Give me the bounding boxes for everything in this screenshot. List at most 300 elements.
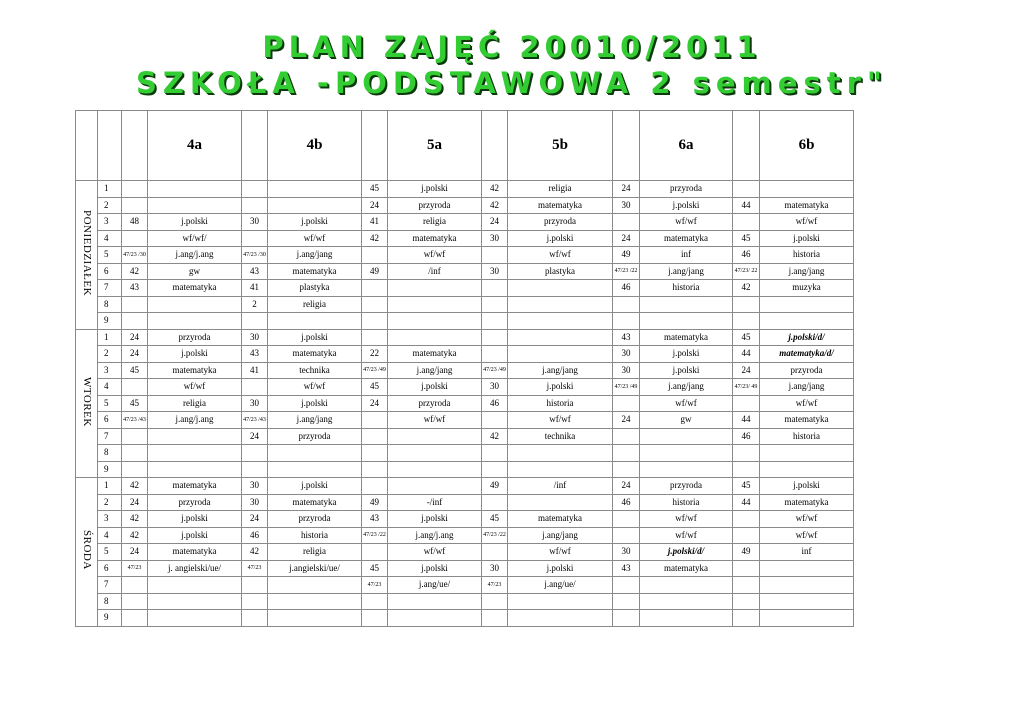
room-cell bbox=[122, 577, 148, 594]
subject-cell bbox=[760, 181, 854, 198]
room-cell: 44 bbox=[733, 494, 760, 511]
room-cell: 43 bbox=[362, 511, 388, 528]
room-cell bbox=[733, 395, 760, 412]
room-cell bbox=[482, 544, 508, 561]
room-cell bbox=[482, 296, 508, 313]
table-row bbox=[76, 428, 854, 445]
subject-cell bbox=[640, 445, 733, 462]
lesson-number: 2 bbox=[98, 346, 122, 363]
subject-cell: -/inf bbox=[388, 494, 482, 511]
table-row bbox=[76, 461, 854, 478]
room-cell: 30 bbox=[482, 379, 508, 396]
subject-cell: j. angielski/ue/ bbox=[148, 560, 242, 577]
room-cell bbox=[733, 461, 760, 478]
lesson-number: 5 bbox=[98, 544, 122, 561]
subject-cell: przyroda bbox=[760, 362, 854, 379]
subject-cell: historia bbox=[640, 494, 733, 511]
lesson-number: 8 bbox=[98, 593, 122, 610]
lesson-number: 2 bbox=[98, 197, 122, 214]
room-cell bbox=[122, 197, 148, 214]
lesson-number: 7 bbox=[98, 428, 122, 445]
room-cell: 30 bbox=[482, 263, 508, 280]
subject-cell: j.ang/jang bbox=[760, 263, 854, 280]
room-cell: 44 bbox=[733, 412, 760, 429]
subject-cell bbox=[148, 313, 242, 330]
room-cell bbox=[242, 313, 268, 330]
subject-cell: matematyka bbox=[148, 478, 242, 495]
room-cell: 47/23 /49 bbox=[362, 362, 388, 379]
room-cell bbox=[362, 412, 388, 429]
subject-cell: j.ang/jang bbox=[268, 247, 362, 264]
lesson-number: 6 bbox=[98, 263, 122, 280]
room-cell: 42 bbox=[122, 263, 148, 280]
subject-cell: wf/wf bbox=[388, 247, 482, 264]
table-row bbox=[76, 230, 854, 247]
subject-cell bbox=[760, 313, 854, 330]
subject-cell: matematyka bbox=[268, 346, 362, 363]
table-row bbox=[76, 494, 854, 511]
subject-cell: religia bbox=[148, 395, 242, 412]
subject-cell bbox=[640, 313, 733, 330]
class-header-row bbox=[76, 111, 854, 181]
subject-cell bbox=[508, 346, 613, 363]
day-name: WTOREK bbox=[81, 376, 93, 427]
room-cell: 45 bbox=[122, 362, 148, 379]
room-cell: 30 bbox=[613, 362, 640, 379]
room-cell: 42 bbox=[482, 197, 508, 214]
subject-cell bbox=[148, 593, 242, 610]
table-row bbox=[76, 412, 854, 429]
lesson-number: 9 bbox=[98, 610, 122, 627]
room-cell: 46 bbox=[242, 527, 268, 544]
room-cell: 47/23 /43 bbox=[122, 412, 148, 429]
subject-cell bbox=[640, 461, 733, 478]
room-cell: 24 bbox=[122, 329, 148, 346]
room-cell: 48 bbox=[122, 214, 148, 231]
room-cell bbox=[482, 280, 508, 297]
lesson-number: 8 bbox=[98, 296, 122, 313]
subject-cell: wf/wf bbox=[640, 511, 733, 528]
subject-cell bbox=[508, 593, 613, 610]
room-cell bbox=[613, 461, 640, 478]
subject-cell bbox=[388, 329, 482, 346]
subject-cell: matematyka bbox=[508, 511, 613, 528]
room-cell bbox=[362, 445, 388, 462]
room-cell: 41 bbox=[362, 214, 388, 231]
subject-cell bbox=[268, 577, 362, 594]
room-cell bbox=[362, 313, 388, 330]
room-cell bbox=[733, 296, 760, 313]
room-cell bbox=[122, 445, 148, 462]
page-title: PLAN ZAJĘĆ 20010/2011 bbox=[262, 30, 762, 64]
room-cell: 46 bbox=[613, 280, 640, 297]
room-cell: 24 bbox=[613, 478, 640, 495]
lesson-number: 6 bbox=[98, 412, 122, 429]
room-cell bbox=[733, 511, 760, 528]
room-cell: 24 bbox=[482, 214, 508, 231]
subject-cell: przyroda bbox=[388, 395, 482, 412]
subject-cell: matematyka/d/ bbox=[760, 346, 854, 363]
table-row bbox=[76, 214, 854, 231]
room-cell: 45 bbox=[733, 230, 760, 247]
room-cell bbox=[242, 593, 268, 610]
class-header-4b: 4b bbox=[268, 111, 362, 181]
subject-cell bbox=[508, 280, 613, 297]
subject-cell: wf/wf bbox=[640, 395, 733, 412]
subject-cell: j.ang/jang bbox=[640, 379, 733, 396]
room-cell bbox=[482, 593, 508, 610]
subject-cell: matematyka bbox=[508, 197, 613, 214]
room-cell: 46 bbox=[733, 428, 760, 445]
corner-cell bbox=[76, 111, 98, 181]
room-header-cell bbox=[242, 111, 268, 181]
room-cell bbox=[242, 610, 268, 627]
room-cell: 47/23 /30 bbox=[122, 247, 148, 264]
subject-cell bbox=[388, 280, 482, 297]
lesson-number: 1 bbox=[98, 329, 122, 346]
subject-cell: wf/wf bbox=[760, 395, 854, 412]
subject-cell: j.ang/j.ang bbox=[148, 412, 242, 429]
subject-cell: matematyka bbox=[388, 230, 482, 247]
subject-cell: gw bbox=[640, 412, 733, 429]
subject-cell bbox=[148, 610, 242, 627]
subject-cell bbox=[508, 313, 613, 330]
page-subtitle: SZKOŁA -PODSTAWOWA 2 semestr" bbox=[136, 66, 888, 100]
room-cell bbox=[362, 296, 388, 313]
subject-cell: j.ang/j.ang bbox=[388, 527, 482, 544]
subject-cell: j.polski bbox=[148, 214, 242, 231]
subject-cell: wf/wf bbox=[268, 379, 362, 396]
subject-cell bbox=[640, 610, 733, 627]
subject-cell: przyroda bbox=[268, 428, 362, 445]
lesson-number: 9 bbox=[98, 313, 122, 330]
lesson-number: 5 bbox=[98, 395, 122, 412]
room-cell: 30 bbox=[613, 197, 640, 214]
room-cell bbox=[733, 527, 760, 544]
subject-cell: technika bbox=[508, 428, 613, 445]
lesson-number: 8 bbox=[98, 445, 122, 462]
subject-cell: j.polski bbox=[388, 511, 482, 528]
room-header-cell bbox=[482, 111, 508, 181]
subject-cell: matematyka bbox=[640, 230, 733, 247]
subject-cell: j.polski bbox=[268, 214, 362, 231]
lesson-number: 1 bbox=[98, 181, 122, 198]
subject-cell bbox=[148, 197, 242, 214]
subject-cell: j.polski bbox=[508, 230, 613, 247]
subject-cell: technika bbox=[268, 362, 362, 379]
subject-cell bbox=[508, 494, 613, 511]
room-cell: 43 bbox=[613, 560, 640, 577]
subject-cell: matematyka bbox=[760, 412, 854, 429]
subject-cell: j.polski bbox=[388, 181, 482, 198]
lesson-number: 6 bbox=[98, 560, 122, 577]
table-row bbox=[76, 181, 854, 198]
room-cell: 30 bbox=[613, 544, 640, 561]
room-cell: 24 bbox=[122, 544, 148, 561]
subject-cell: j.ang/jang bbox=[268, 412, 362, 429]
room-cell: 49 bbox=[362, 263, 388, 280]
subject-cell: j.polski bbox=[388, 379, 482, 396]
room-cell bbox=[482, 494, 508, 511]
subject-cell bbox=[388, 461, 482, 478]
subject-cell bbox=[148, 461, 242, 478]
room-cell bbox=[122, 593, 148, 610]
room-cell bbox=[613, 214, 640, 231]
room-cell bbox=[733, 181, 760, 198]
subject-cell bbox=[268, 593, 362, 610]
room-cell: 42 bbox=[242, 544, 268, 561]
subject-cell bbox=[508, 296, 613, 313]
room-cell bbox=[122, 379, 148, 396]
subject-cell: religia bbox=[388, 214, 482, 231]
subject-cell: wf/wf bbox=[508, 544, 613, 561]
subject-cell: wf/wf bbox=[508, 247, 613, 264]
room-cell: 46 bbox=[613, 494, 640, 511]
room-cell: 47/23 /49 bbox=[482, 362, 508, 379]
subject-cell: matematyka bbox=[268, 494, 362, 511]
subject-cell bbox=[268, 461, 362, 478]
lesson-number: 4 bbox=[98, 230, 122, 247]
subject-cell: wf/wf bbox=[508, 412, 613, 429]
subject-cell: muzyka bbox=[760, 280, 854, 297]
subject-cell: religia bbox=[268, 544, 362, 561]
subject-cell: matematyka bbox=[760, 494, 854, 511]
subject-cell: wf/wf/ bbox=[148, 230, 242, 247]
room-cell: 42 bbox=[482, 181, 508, 198]
room-cell: 49 bbox=[362, 494, 388, 511]
room-cell: 47/23 /43 bbox=[242, 412, 268, 429]
subject-cell: historia bbox=[760, 428, 854, 445]
subject-cell: przyroda bbox=[508, 214, 613, 231]
subject-cell: plastyka bbox=[268, 280, 362, 297]
subject-cell: j.ang/jang bbox=[760, 379, 854, 396]
room-cell bbox=[242, 230, 268, 247]
room-cell: 30 bbox=[242, 329, 268, 346]
room-cell bbox=[362, 280, 388, 297]
room-cell bbox=[122, 610, 148, 627]
subject-cell bbox=[148, 577, 242, 594]
subject-cell: wf/wf bbox=[760, 527, 854, 544]
room-cell: 47/23 bbox=[242, 560, 268, 577]
room-cell bbox=[122, 461, 148, 478]
subject-cell: j.polski bbox=[148, 527, 242, 544]
table-row bbox=[76, 346, 854, 363]
room-cell bbox=[242, 197, 268, 214]
subject-cell: j.angielski/ue/ bbox=[268, 560, 362, 577]
room-cell: 47/23/ 22 bbox=[733, 263, 760, 280]
subject-cell: inf bbox=[640, 247, 733, 264]
room-header-cell bbox=[122, 111, 148, 181]
lesson-number: 3 bbox=[98, 511, 122, 528]
subject-cell: j.polski bbox=[148, 511, 242, 528]
table-row bbox=[76, 296, 854, 313]
room-cell: 43 bbox=[242, 346, 268, 363]
subject-cell bbox=[148, 428, 242, 445]
room-cell bbox=[242, 461, 268, 478]
subject-cell: matematyka bbox=[148, 544, 242, 561]
day-name: ŚRODA bbox=[81, 530, 93, 571]
room-cell: 24 bbox=[122, 494, 148, 511]
room-cell bbox=[613, 445, 640, 462]
room-cell: 30 bbox=[242, 478, 268, 495]
subject-cell bbox=[760, 461, 854, 478]
room-cell: 43 bbox=[613, 329, 640, 346]
subject-cell: przyroda bbox=[148, 329, 242, 346]
room-cell: 45 bbox=[733, 478, 760, 495]
subject-cell: historia bbox=[640, 280, 733, 297]
subject-cell: j.polski bbox=[508, 560, 613, 577]
room-cell: 24 bbox=[242, 428, 268, 445]
room-cell: 47/23 /22 bbox=[613, 263, 640, 280]
subject-cell: j.polski bbox=[760, 230, 854, 247]
room-cell: 41 bbox=[242, 362, 268, 379]
table-row bbox=[76, 263, 854, 280]
subject-cell: j.polski bbox=[268, 329, 362, 346]
subject-cell: przyroda bbox=[388, 197, 482, 214]
subject-cell: j.polski bbox=[640, 197, 733, 214]
room-cell bbox=[613, 610, 640, 627]
room-cell: 45 bbox=[122, 395, 148, 412]
subject-cell: przyroda bbox=[268, 511, 362, 528]
subject-cell: przyroda bbox=[640, 478, 733, 495]
room-cell bbox=[613, 313, 640, 330]
room-cell: 24 bbox=[613, 230, 640, 247]
room-cell bbox=[122, 230, 148, 247]
room-cell bbox=[242, 577, 268, 594]
room-header-cell bbox=[613, 111, 640, 181]
table-row bbox=[76, 379, 854, 396]
table-row bbox=[76, 560, 854, 577]
subject-cell bbox=[388, 610, 482, 627]
room-cell bbox=[242, 379, 268, 396]
room-cell bbox=[122, 296, 148, 313]
subject-cell bbox=[760, 445, 854, 462]
room-cell: 30 bbox=[482, 230, 508, 247]
room-cell bbox=[613, 511, 640, 528]
room-cell: 47/23 bbox=[482, 577, 508, 594]
room-cell: 41 bbox=[242, 280, 268, 297]
day-name: PONIEDZIAŁEK bbox=[81, 210, 93, 297]
subject-cell: matematyka bbox=[388, 346, 482, 363]
subject-cell bbox=[388, 445, 482, 462]
room-cell bbox=[733, 313, 760, 330]
subject-cell: /inf bbox=[388, 263, 482, 280]
room-cell: 45 bbox=[362, 181, 388, 198]
room-cell bbox=[733, 577, 760, 594]
room-cell: 24 bbox=[242, 511, 268, 528]
room-cell: 45 bbox=[733, 329, 760, 346]
corner-cell bbox=[98, 111, 122, 181]
room-cell: 42 bbox=[733, 280, 760, 297]
day-cell bbox=[76, 478, 98, 627]
subject-cell: gw bbox=[148, 263, 242, 280]
room-cell: 42 bbox=[122, 527, 148, 544]
room-header-cell bbox=[733, 111, 760, 181]
lesson-number: 9 bbox=[98, 461, 122, 478]
subject-cell: j.ang/jang bbox=[388, 362, 482, 379]
subject-cell: inf bbox=[760, 544, 854, 561]
room-cell: 22 bbox=[362, 346, 388, 363]
class-header-6b: 6b bbox=[760, 111, 854, 181]
room-cell bbox=[362, 544, 388, 561]
subject-cell: przyroda bbox=[640, 181, 733, 198]
subject-cell: wf/wf bbox=[760, 511, 854, 528]
subject-cell bbox=[268, 181, 362, 198]
lesson-number: 3 bbox=[98, 362, 122, 379]
subject-cell: j.polski bbox=[640, 346, 733, 363]
room-cell: 45 bbox=[362, 379, 388, 396]
table-row bbox=[76, 445, 854, 462]
subject-cell: historia bbox=[760, 247, 854, 264]
room-cell bbox=[362, 593, 388, 610]
subject-cell: j.polski bbox=[640, 362, 733, 379]
subject-cell bbox=[640, 593, 733, 610]
subject-cell: historia bbox=[508, 395, 613, 412]
room-cell: 43 bbox=[242, 263, 268, 280]
room-cell bbox=[613, 593, 640, 610]
lesson-number: 5 bbox=[98, 247, 122, 264]
room-cell: 45 bbox=[362, 560, 388, 577]
room-cell bbox=[362, 478, 388, 495]
room-cell bbox=[122, 181, 148, 198]
class-header-4a: 4a bbox=[148, 111, 242, 181]
room-cell: 42 bbox=[362, 230, 388, 247]
room-cell: 30 bbox=[242, 214, 268, 231]
day-cell bbox=[76, 181, 98, 330]
room-cell: 24 bbox=[362, 197, 388, 214]
room-cell: 47/23 /22 bbox=[362, 527, 388, 544]
subject-cell: j.polski bbox=[268, 478, 362, 495]
subject-cell: j.polski bbox=[508, 379, 613, 396]
subject-cell bbox=[760, 577, 854, 594]
room-cell: 43 bbox=[122, 280, 148, 297]
table-row bbox=[76, 280, 854, 297]
room-cell bbox=[362, 610, 388, 627]
table-row bbox=[76, 395, 854, 412]
subject-cell: religia bbox=[268, 296, 362, 313]
subject-cell bbox=[640, 577, 733, 594]
room-cell: 44 bbox=[733, 346, 760, 363]
table-row bbox=[76, 362, 854, 379]
subject-cell: wf/wf bbox=[640, 214, 733, 231]
room-cell: 42 bbox=[482, 428, 508, 445]
subject-cell: matematyka bbox=[640, 560, 733, 577]
subject-cell bbox=[640, 296, 733, 313]
room-cell bbox=[122, 428, 148, 445]
subject-cell bbox=[268, 445, 362, 462]
table-row bbox=[76, 577, 854, 594]
subject-cell: wf/wf bbox=[388, 544, 482, 561]
subject-cell bbox=[388, 478, 482, 495]
timetable bbox=[75, 110, 854, 627]
subject-cell bbox=[508, 445, 613, 462]
subject-cell bbox=[508, 461, 613, 478]
room-cell bbox=[482, 247, 508, 264]
room-cell: 24 bbox=[613, 181, 640, 198]
table-row bbox=[76, 329, 854, 346]
subject-cell: matematyka bbox=[148, 362, 242, 379]
subject-cell: wf/wf bbox=[148, 379, 242, 396]
room-cell: 42 bbox=[122, 478, 148, 495]
room-cell: 47/23 bbox=[122, 560, 148, 577]
subject-cell bbox=[760, 610, 854, 627]
room-cell: 30 bbox=[613, 346, 640, 363]
lesson-number: 7 bbox=[98, 577, 122, 594]
subject-cell: plastyka bbox=[508, 263, 613, 280]
subject-cell bbox=[268, 610, 362, 627]
subject-cell bbox=[148, 181, 242, 198]
subject-cell: j.polski/d/ bbox=[760, 329, 854, 346]
